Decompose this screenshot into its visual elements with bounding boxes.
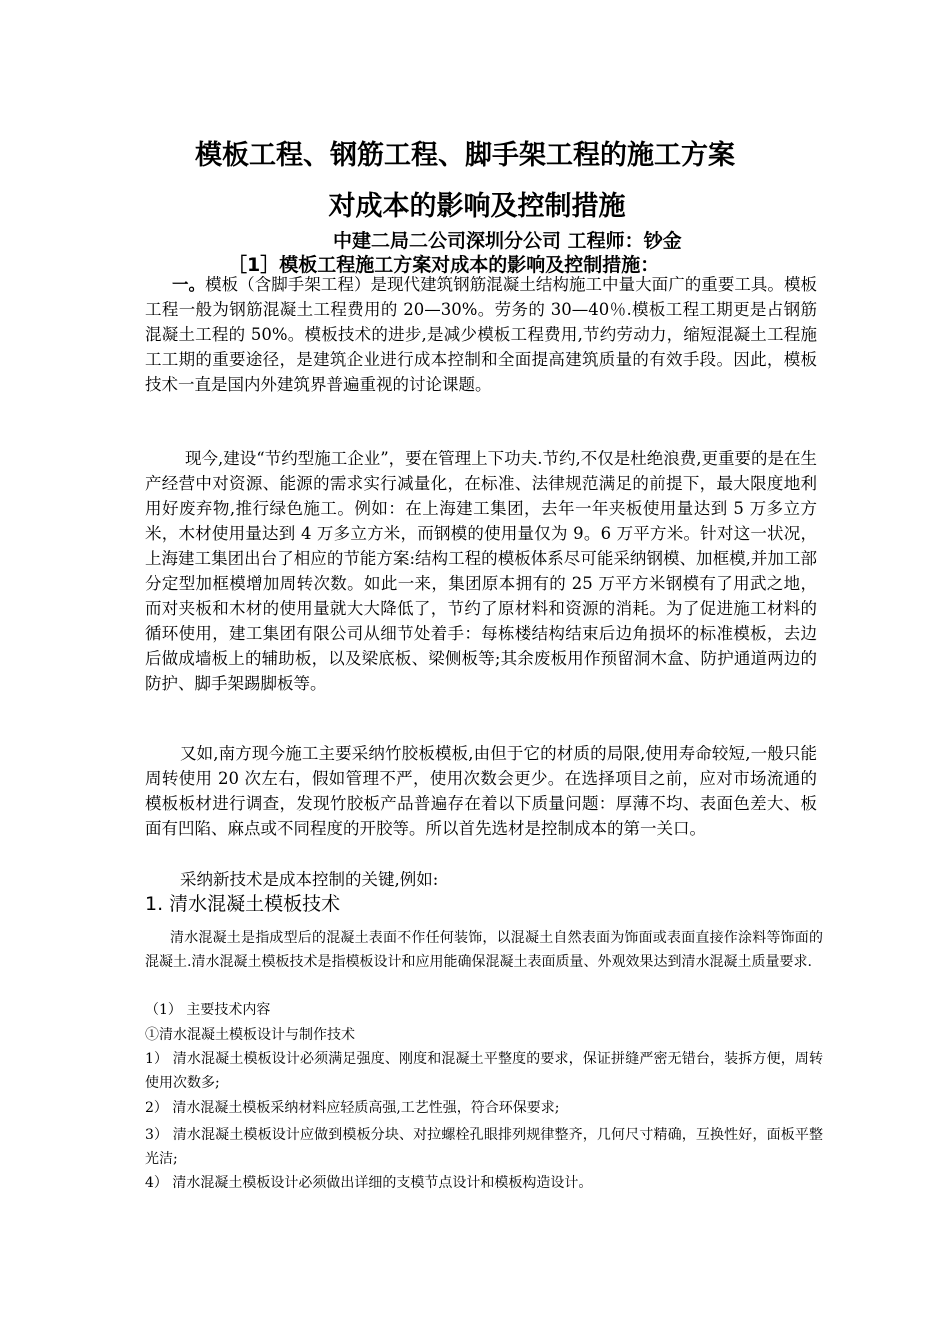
- clear-concrete-definition: 清水混凝土是指成型后的混凝土表面不作任何装饰，以混凝土自然表面为饰面或表面直接作涂料等饰面的混凝土.清水混凝土模板技术是指模板设计和应用能确保混凝土表面质量、外观效果达到清水混凝土质量要求.: [145, 930, 823, 970]
- document-title-line1: 模板工程、钢筋工程、脚手架工程的施工方案: [195, 140, 735, 171]
- document-title-line2: 对成本的影响及控制措施: [328, 191, 626, 222]
- list-item-2: 2） 清水混凝土模板采纳材料应轻质高强,工艺性强，符合环保要求;: [145, 1100, 560, 1116]
- author-line: 中建二局二公司深圳分公司 工程师：钞金: [333, 230, 682, 252]
- paragraph-1-lead: 一。: [172, 275, 206, 294]
- paragraph-1: [145, 272, 817, 397]
- list-item-1: 1） 清水混凝土模板设计必须满足强度、刚度和混凝土平整度的要求，保证拼缝严密无错台，装拆方便，周转使用次数多;: [145, 1051, 823, 1091]
- paragraph-4: 采纳新技术是成本控制的关键,例如:: [180, 870, 439, 889]
- list-item-3: 3） 清水混凝土模板设计应做到模板分块、对拉螺栓孔眼排列规律整齐，几何尺寸精确，互换性好，面板平整光洁;: [145, 1127, 823, 1167]
- section-heading-1: ［1］模板工程施工方案对成本的影响及控制措施：: [228, 254, 660, 276]
- design-fabrication-label: ①清水混凝土模板设计与制作技术: [145, 1027, 355, 1043]
- subheading-clear-concrete-formwork: 1. 清水混凝土模板技术: [145, 893, 341, 915]
- paragraph-3: 又如,南方现今施工主要采纳竹胶板模板,由但于它的材质的局限,使用寿命较短,一般只能周转使用 20 次左右，假如管理不严，使用次数会更少。在选择项目之前，应对市场流通的模板板材进行调查，发现竹胶板产品普遍存在着以下质量问题：厚薄不均、表面色差大、板面有凹陷、麻点或不同程度的开胶等。所以首先选材是控制成本的第一关口。: [145, 744, 817, 838]
- paragraph-2: 现今,建设“节约型施工企业”，要在管理上下功夫.节约,不仅是杜绝浪费,更重要的是在生产经营中对资源、能源的需求实行减量化，在标准、法律规范满足的前提下，最大限度地利用好废弃物,推行绿色施工。例如：在上海建工集团，去年一年夹板使用量达到 5 万多立方米，木材使用量达到 4 万多立方米，而钢模的使用量仅为 9。6 万平方米。针对这一状况，上海建工集团出台了相应的节能方案:结构工程的模板体系尽可能采纳钢模、加框模,并加工部分定型加框模增加周转次数。如此一来，集团原本拥有的 25 万平方米钢模有了用武之地，而对夹板和木材的使用量就大大降低了，节约了原材料和资源的消耗。为了促进施工材料的循环使用，建工集团有限公司从细节处着手：每栋楼结构结束后边角损坏的标准模板，去边后做成墙板上的辅助板，以及梁底板、梁侧板等;其余废板用作预留洞木盒、防护通道两边的防护、脚手架踢脚板等。: [145, 449, 817, 693]
- main-tech-content-label: （1） 主要技术内容: [145, 1002, 271, 1018]
- paragraph-1-text: 模板（含脚手架工程）是现代建筑钢筋混凝土结构施工中量大面广的重要工具。模板工程一般为钢筋混凝土工程费用的 20—30%。劳务的 30—40％.模板工程工期更是占钢筋混凝土工程的 50%。模板技术的进步,是减少模板工程费用,节约劳动力，缩短混凝土工程施工工期的重要途径，是建筑企业进行成本控制和全面提高建筑质量的有效手段。因此，模板技术一直是国内外建筑界普遍重视的讨论课题。: [145, 275, 818, 394]
- list-item-4: 4） 清水混凝土模板设计必须做出详细的支模节点设计和模板构造设计。: [145, 1175, 593, 1191]
